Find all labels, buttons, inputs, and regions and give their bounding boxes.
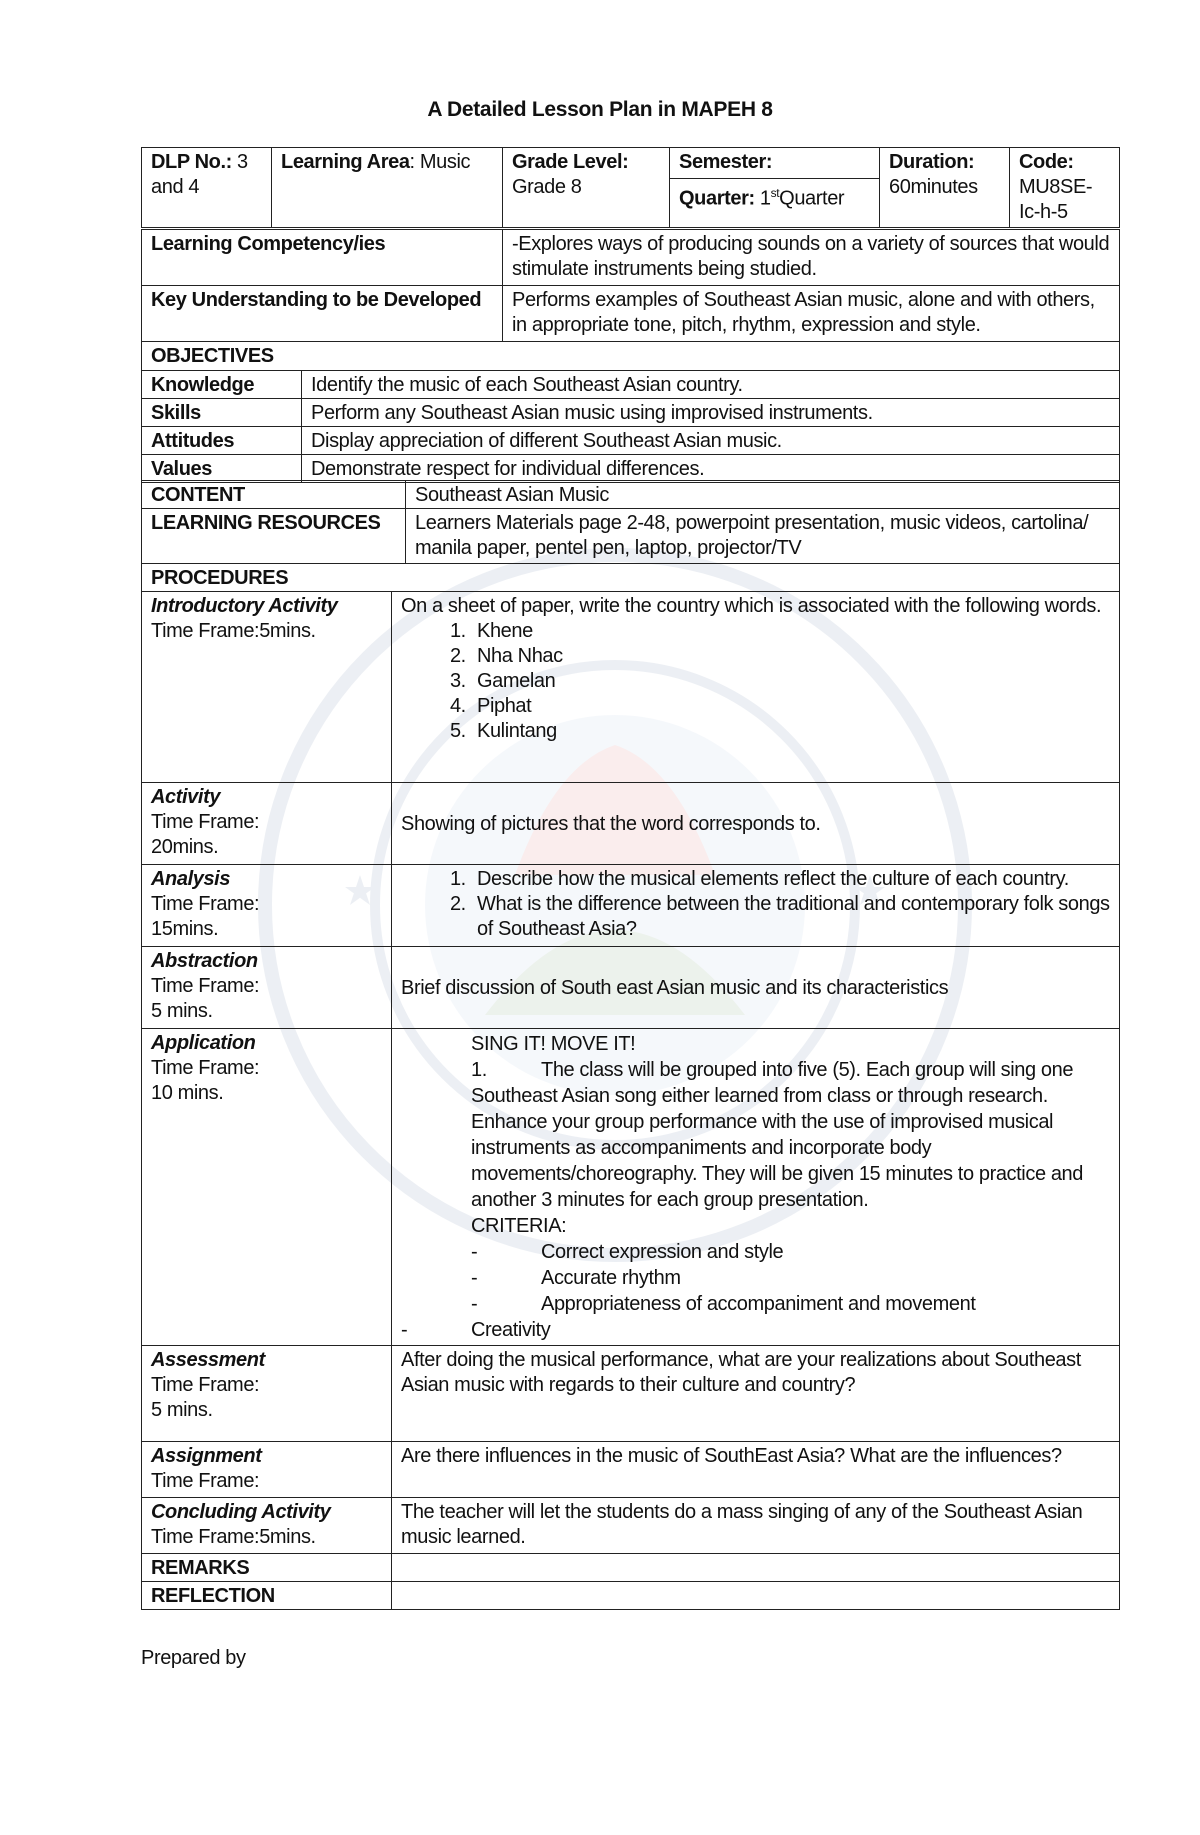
objective-knowledge-value: Identify the music of each Southeast Asian country. — [302, 371, 1120, 399]
list-item: 2. What is the difference between the traditional and contemporary folk songs of Southeast Asia? — [471, 892, 1111, 942]
duration-label: Duration: — [889, 151, 975, 173]
prepared-by: Prepared by — [141, 1647, 246, 1669]
objective-values-value: Demonstrate respect for individual differences. — [302, 455, 1120, 483]
list-item: 5. Kulintang — [471, 719, 1111, 744]
objective-attitudes-value: Display appreciation of different Southeast Asian music. — [302, 427, 1120, 455]
procedures-heading: PROCEDURES — [142, 564, 1120, 592]
grade-level-cell: Grade Level: Grade 8 — [503, 148, 670, 228]
criteria-label: CRITERIA: — [471, 1215, 567, 1237]
code-cell — [1010, 148, 1120, 228]
application-time-label: Time Frame: — [151, 1057, 260, 1079]
objectives-heading: OBJECTIVES — [142, 342, 1120, 371]
activity-text: Showing of pictures that the word corresponds to. — [392, 783, 1120, 865]
concluding-left-cell — [142, 1498, 392, 1554]
introductory-label: Introductory Activity — [151, 595, 338, 617]
competency-value: -Explores ways of producing sounds on a variety of sources that would stimulate instruments being studied. — [503, 230, 1120, 286]
reflection-label: REFLECTION — [142, 1582, 392, 1610]
analysis-label: Analysis — [151, 868, 231, 890]
grade-level-label: Grade Level — [512, 151, 623, 173]
duration-cell — [880, 148, 1010, 228]
abstraction-label: Abstraction — [151, 950, 258, 972]
quarter-label: Quarter: — [679, 187, 755, 210]
semester-cell — [670, 148, 880, 179]
dlp-label: DLP No.: — [151, 151, 232, 173]
application-number: 1. — [471, 1059, 487, 1081]
header-table — [141, 147, 1120, 228]
assessment-text: After doing the musical performance, what are your realizations about Southeast Asian music with regards to their culture and country? — [392, 1346, 1120, 1442]
activity-left-cell — [142, 783, 392, 865]
objective-values-label: Values — [142, 455, 302, 483]
application-first-line: The class will be grouped into five (5). Each group will sing one — [541, 1059, 1074, 1081]
analysis-time-label: Time Frame: — [151, 893, 260, 915]
introductory-time: Time Frame:5mins. — [151, 620, 316, 642]
introductory-right-cell — [392, 592, 1120, 783]
list-item: 1. Describe how the musical elements reflect the culture of each country. — [471, 867, 1111, 892]
criteria-item: - Correct expression and style — [471, 1241, 784, 1263]
document-title: A Detailed Lesson Plan in MAPEH 8 — [427, 98, 773, 121]
assessment-time-label: Time Frame: — [151, 1374, 260, 1396]
concluding-text: The teacher will let the students do a mass singing of any of the Southeast Asian music learned. — [392, 1498, 1120, 1554]
application-text: Southeast Asian song either learned from class or through research. Enhance your group performance with the use of improvised musical instruments as accompaniments and incorporate body movements/choreography. They will be given 15 minutes to practice and another 3 minutes for each group presentation. — [471, 1085, 1083, 1211]
assignment-text: Are there influences in the music of SouthEast Asia? What are the influences? — [392, 1442, 1120, 1498]
code-label: Code: — [1019, 151, 1074, 173]
quarter-suffix: st — [770, 186, 780, 200]
quarter-number: 1 — [759, 187, 771, 210]
activity-label: Activity — [151, 786, 221, 808]
resources-value: Learners Materials page 2-48, powerpoint presentation, music videos, cartolina/ manila paper, pentel pen, laptop, projector/TV — [406, 509, 1120, 564]
assessment-left-cell — [142, 1346, 392, 1442]
objectives-table — [141, 341, 1120, 483]
introductory-text: On a sheet of paper, write the country which is associated with the following words. — [401, 595, 1102, 617]
activity-time-label: Time Frame: — [151, 811, 260, 833]
semester-label: Semester: — [679, 151, 773, 173]
competency-table — [141, 229, 1120, 342]
list-item: 4. Piphat — [471, 694, 1111, 719]
objective-knowledge-label: Knowledge — [142, 371, 302, 399]
assignment-time-label: Time Frame: — [151, 1470, 260, 1492]
learning-area-label: Learning Area — [281, 151, 410, 173]
objective-skills-value: Perform any Southeast Asian music using improvised instruments. — [302, 399, 1120, 427]
content-table — [141, 480, 1120, 564]
quarter-cell — [670, 179, 880, 228]
criteria-item: - Appropriateness of accompaniment and movement — [471, 1293, 976, 1315]
content-label: CONTENT — [142, 481, 406, 509]
competency-label: Learning Competency/ies — [142, 230, 503, 286]
duration-value: 60minutes — [889, 176, 978, 198]
list-item: 2. Nha Nhac — [471, 644, 1111, 669]
content-value: Southeast Asian Music — [406, 481, 1120, 509]
code-value: MU8SE-Ic-h-5 — [1019, 176, 1093, 223]
assessment-label: Assessment — [151, 1349, 265, 1371]
objective-attitudes-label: Attitudes — [142, 427, 302, 455]
analysis-right-cell — [392, 865, 1120, 947]
remarks-label: REMARKS — [142, 1554, 392, 1582]
application-label: Application — [151, 1032, 256, 1054]
application-time-value: 10 mins. — [151, 1082, 224, 1104]
concluding-label: Concluding Activity — [151, 1501, 331, 1523]
assessment-time-value: 5 mins. — [151, 1399, 213, 1421]
quarter-word: Quarter — [779, 187, 845, 210]
reflection-value — [392, 1582, 1120, 1610]
application-left-cell — [142, 1029, 392, 1346]
activity-time-value: 20mins. — [151, 836, 219, 858]
understanding-label: Key Understanding to be Developed — [142, 286, 503, 342]
application-heading: SING IT! MOVE IT! — [471, 1033, 636, 1055]
resources-label: LEARNING RESOURCES — [142, 509, 406, 564]
list-item: 3. Gamelan — [471, 669, 1111, 694]
understanding-value: Performs examples of Southeast Asian music, alone and with others, in appropriate tone, pitch, rhythm, expression and style. — [503, 286, 1120, 342]
analysis-list — [401, 867, 1111, 942]
assignment-left-cell — [142, 1442, 392, 1498]
remarks-value — [392, 1554, 1120, 1582]
abstraction-time-label: Time Frame: — [151, 975, 260, 997]
grade-level-value: Grade 8 — [512, 176, 582, 198]
analysis-left-cell — [142, 865, 392, 947]
criteria-item: - Creativity — [401, 1319, 551, 1341]
application-right-cell — [392, 1029, 1120, 1346]
analysis-time-value: 15mins. — [151, 918, 219, 940]
criteria-item: - Accurate rhythm — [471, 1267, 681, 1289]
list-item: 1. Khene — [471, 619, 1111, 644]
dlp-value: 3 and 4 — [151, 151, 248, 198]
objective-skills-label: Skills — [142, 399, 302, 427]
abstraction-text: Brief discussion of South east Asian music and its characteristics — [392, 947, 1120, 1029]
assignment-label: Assignment — [151, 1445, 262, 1467]
abstraction-time-value: 5 mins. — [151, 1000, 213, 1022]
learning-area-cell — [272, 148, 503, 228]
abstraction-left-cell — [142, 947, 392, 1029]
procedures-table — [141, 563, 1120, 1610]
learning-area-value: : Music — [409, 151, 471, 173]
introductory-left-cell — [142, 592, 392, 783]
introductory-list — [401, 619, 1111, 744]
dlp-cell — [142, 148, 272, 228]
concluding-time: Time Frame:5mins. — [151, 1526, 316, 1548]
